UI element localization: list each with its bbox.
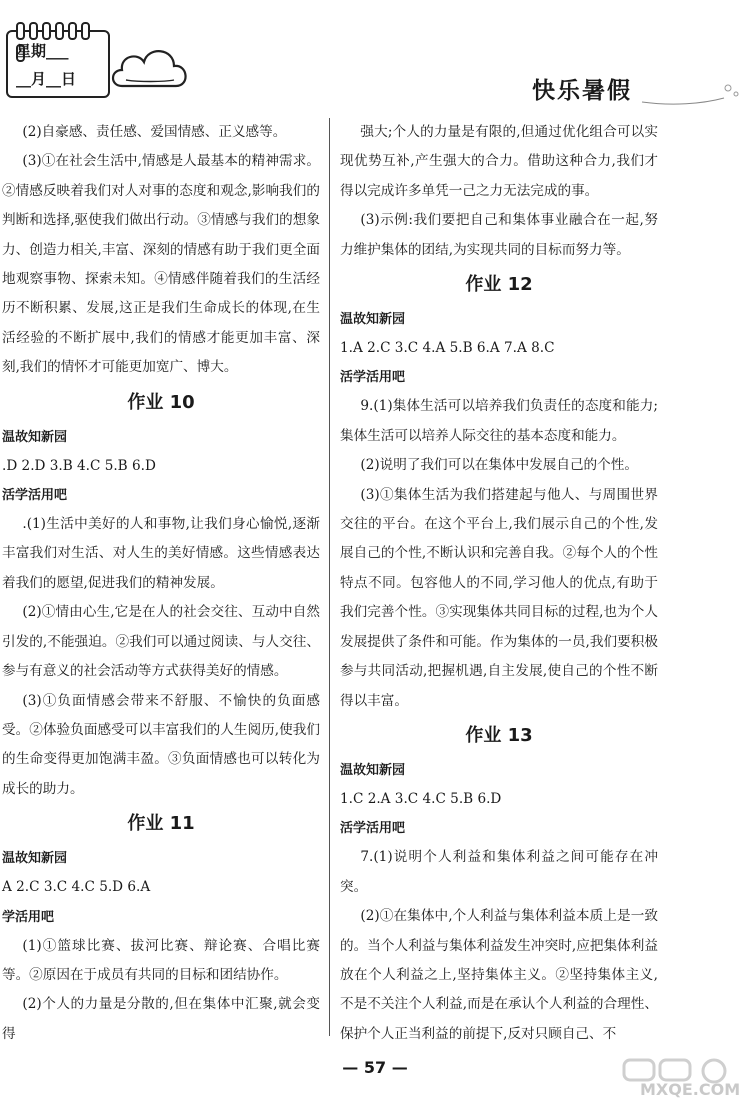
section-heading: 活学活用吧: [340, 370, 406, 386]
answer-paragraph: (2)个人的力量是分散的,但在集体中汇聚,就会变得: [2, 996, 320, 1042]
answer-paragraph: (3)示例:我们要把自己和集体事业融合在一起,努力维护集体的团结,为实现共同的目标而努力等。: [340, 212, 658, 258]
answer-paragraph: (1)①篮球比赛、拔河比赛、辩论赛、合唱比赛等。②原因在于成员有共同的目标和团结协作。: [2, 937, 320, 983]
page-number: — 57 —: [342, 1058, 408, 1077]
section-heading: 温故知新园: [2, 429, 68, 445]
watermark-logo: [614, 1058, 744, 1100]
section-heading: 温故知新园: [340, 312, 406, 328]
answer-paragraph: (2)自豪感、责任感、爱国情感、正义感等。: [22, 124, 287, 140]
answer-paragraph: (2)①在集体中,个人利益与集体利益本质上是一致的。当个人利益与集体利益发生冲突时,应把集体利益放在个人利益之上,坚持集体主义。②坚持集体主义,不是不关注个人利益,而是在承认个人利益的合理性、保护个人正当利益的前提下,反对只顾自己、不: [340, 908, 658, 1042]
column-divider: [329, 118, 330, 1036]
right-column: [340, 118, 658, 1049]
answer-paragraph: 强大;个人的力量是有限的,但通过优化组合可以实现优势互补,产生强大的合力。借助这种合力,我们才得以完成许多单凭一己之力无法完成的事。: [340, 124, 658, 199]
answer-paragraph: (3)①负面情感会带来不舒服、不愉快的负面感受。②体验负面感受可以丰富我们的人生阅历,使我们的生命变得更加饱满丰盈。③负面情感也可以转化为成长的助力。: [2, 692, 320, 797]
cloud-icon: [108, 40, 192, 92]
date-box: [6, 30, 110, 98]
section-heading: 活学活用吧: [340, 821, 406, 837]
section-heading: 学活用吧: [2, 909, 55, 925]
section-heading: 活学活用吧: [2, 488, 68, 504]
section-heading: 温故知新园: [340, 762, 406, 778]
answer-paragraph: (3)①集体生活为我们搭建起与他人、与周围世界交往的平台。在这个平台上,我们展示自己的个性,发展自己的个性,不断认识和完善自我。②每个人的个性特点不同。包容他人的不同,学习他人的优点,有助于我们完善个性。③实现集体共同目标的过程,也为个人发展提供了条件和可能。作为集体的一员,我们要积极参与共同活动,把握机遇,自主发展,使自己的个性不断得以丰富。: [340, 486, 658, 709]
answer-paragraph: (2)①情由心生,它是在人的社会交往、互动中自然引发的,不能强迫。②我们可以通过阅读、与人交往、参与有意义的社会活动等方式获得美好的情感。: [2, 604, 320, 680]
answer-paragraph: 9.(1)集体生活可以培养我们负责任的态度和能力;集体生活可以培养人际交往的基本态度和能力。: [340, 398, 658, 444]
watermark-text: MXQE.COM: [640, 1080, 741, 1099]
choice-answers: 1.C 2.A 3.C 4.C 5.B 6.D: [340, 790, 502, 807]
assignment-title: 作业 13: [465, 724, 533, 746]
answer-paragraph: (3)①在社会生活中,情感是人最基本的精神需求。②情感反映着我们对人对事的态度和观念,影响我们的判断和选择,驱使我们做出行动。③情感与我们的想象力、创造力相关,丰富、深刻的情感有助于我们更全面地观察事物、探索未知。④情感伴随着我们的生活经历不断积累、发展,这正是我们生命成长的体现,在生活经验的不断扩展中,我们的情感才能更加丰富、深刻,我们的情怀才可能更加宽广、博大。: [2, 153, 320, 376]
answer-paragraph: (2)说明了我们可以在集体中发展自己的个性。: [360, 457, 638, 474]
brand-decoration: [532, 72, 742, 106]
answer-paragraph: 7.(1)说明个人利益和集体利益之间可能存在冲突。: [340, 849, 658, 895]
weekday-label: 星期___: [16, 42, 69, 60]
assignment-title: 作业 10: [127, 391, 195, 413]
left-column: [2, 118, 320, 1049]
choice-answers: A 2.C 3.C 4.C 5.D 6.A: [2, 879, 151, 896]
choice-answers: 1.A 2.C 3.C 4.A 5.B 6.A 7.A 8.C: [340, 340, 555, 357]
assignment-title: 作业 11: [127, 813, 195, 835]
brand-title: 快乐暑假: [532, 78, 632, 104]
answer-paragraph: .(1)生活中美好的人和事物,让我们身心愉悦,逐渐丰富我们对生活、对人生的美好情感。这些情感表达着我们的愿望,促进我们的精神发展。: [2, 516, 320, 591]
choice-answers: .D 2.D 3.B 4.C 5.B 6.D: [2, 457, 156, 474]
brand-logo: [532, 72, 742, 106]
month-day-label: __月__日: [16, 70, 77, 88]
binder-rings: [16, 22, 100, 36]
section-heading: 温故知新园: [2, 851, 68, 867]
assignment-title: 作业 12: [465, 274, 533, 296]
page-header: [0, 0, 750, 112]
